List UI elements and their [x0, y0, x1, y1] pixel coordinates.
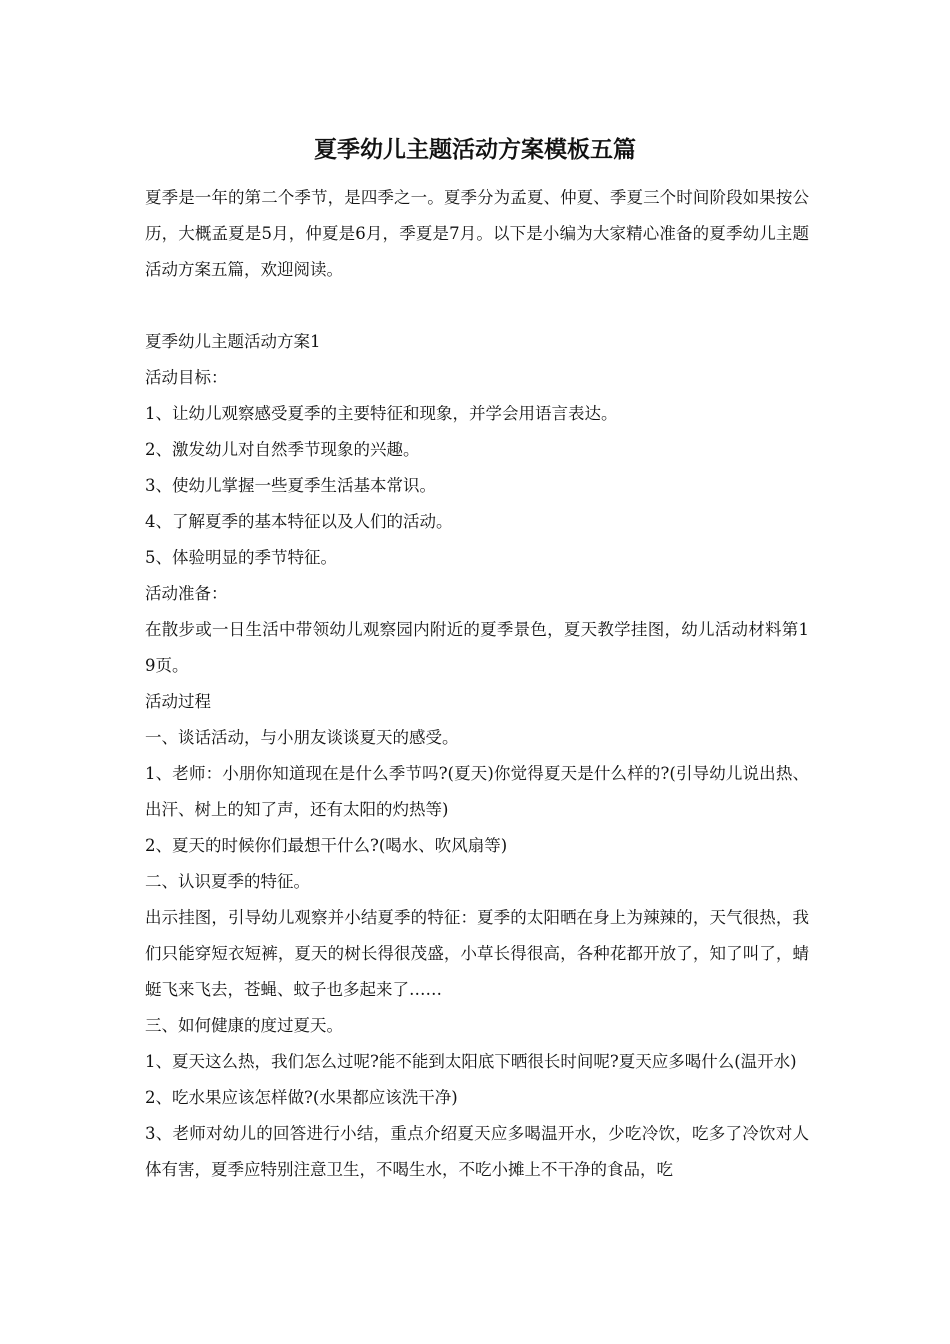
part-item: 2、吃水果应该怎样做?(水果都应该洗干净) — [145, 1088, 458, 1107]
part-heading: 二、认识夏季的特征。 — [145, 872, 310, 891]
goals-heading: 活动目标： — [145, 368, 228, 387]
part-item: 1、夏天这么热，我们怎么过呢?能不能到太阳底下晒很长时间呢?夏天应多喝什么(温开水) — [145, 1052, 797, 1071]
part-item: 3、老师对幼儿的回答进行小结，重点介绍夏天应多喝温开水，少吃冷饮，吃多了冷饮对人体有害，夏季应特别注意卫生，不喝生水，不吃小摊上不干净的食品，吃 — [145, 1124, 809, 1179]
intro-paragraph: 夏季是一年的第二个季节，是四季之一。夏季分为孟夏、仲夏、季夏三个时间阶段如果按公历，大概孟夏是5月，仲夏是6月，季夏是7月。以下是小编为大家精心准备的夏季幼儿主题活动方案五篇，欢迎阅读。 — [145, 188, 809, 279]
goal-item: 1、让幼儿观察感受夏季的主要特征和现象，并学会用语言表达。 — [145, 404, 618, 423]
part-item: 2、夏天的时候你们最想干什么?(喝水、吹风扇等) — [145, 836, 508, 855]
section-heading: 夏季幼儿主题活动方案1 — [145, 332, 321, 351]
goal-item: 4、了解夏季的基本特征以及人们的活动。 — [145, 512, 453, 531]
goal-item: 2、激发幼儿对自然季节现象的兴趣。 — [145, 440, 420, 459]
part-item: 1、老师：小朋你知道现在是什么季节吗?(夏天)你觉得夏天是什么样的?(引导幼儿说出热、出汗、树上的知了声，还有太阳的灼热等) — [145, 764, 809, 819]
prep-text: 在散步或一日生活中带领幼儿观察园内附近的夏季景色，夏天教学挂图，幼儿活动材料第19页。 — [145, 620, 809, 675]
part-heading: 一、谈话活动，与小朋友谈谈夏天的感受。 — [145, 728, 459, 747]
prep-heading: 活动准备： — [145, 584, 228, 603]
document-title: 夏季幼儿主题活动方案模板五篇 — [314, 136, 636, 163]
goal-item: 5、体验明显的季节特征。 — [145, 548, 337, 567]
part-text: 出示挂图，引导幼儿观察并小结夏季的特征：夏季的太阳晒在身上为辣辣的，天气很热，我们只能穿短衣短裤，夏天的树长得很茂盛，小草长得很高，各种花都开放了，知了叫了，蜻蜓飞来飞去，苍蝇、蚊子也多起来了…… — [145, 908, 809, 999]
document-body — [145, 180, 809, 1188]
part-heading: 三、如何健康的度过夏天。 — [145, 1016, 343, 1035]
paragraph-gap — [145, 288, 809, 324]
process-heading: 活动过程 — [145, 692, 211, 711]
goal-item: 3、使幼儿掌握一些夏季生活基本常识。 — [145, 476, 436, 495]
